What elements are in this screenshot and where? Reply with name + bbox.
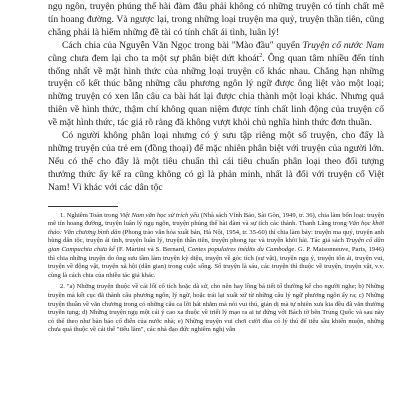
p2-text-c: . Ông quan tâm nhiều đến tính thống nhất về mặt hình thức của những loại truyện cổ khác nhau. Chẳng hạn những truyện cổ kết thúc bằng những câu phương ngôn lý ngữ được ông liệt vào một loại; những truyện có xen lẫn câu ca bài hát lại được chia thành một loại khác. Nhưng quả thiên về hình thức, thậm chí không quan niệm được tính chất linh động của truyện cổ về mặt hình thức, tác giả rõ ràng đã không vượt khỏi chủ nghĩa hình thức đơn thuần.: [48, 52, 385, 129]
book-title-truyen-co-nuoc-nam: Truyện cổ nước Nam: [302, 39, 384, 51]
p2-text-b: cũng chưa đem lại cho ta một sự phân biệt dứt khoát: [48, 52, 260, 64]
title-van-hoc-khoi-thao: Văn học khởi thảo: Văn chương bình dân: [48, 220, 384, 236]
title-vn-van-hoc-su: Việt Nam văn học sử trích yếu: [119, 211, 200, 219]
paragraph-3: Có người không phân loại nhưng có ý sưu tập riêng một số truyện, cho đấy là những truyện của trẻ em (đồng thoại) để mặc nhiên phân biệt với truyện của người lớn. Nếu có thể cho đây là một tiêu chuẩn thì cái tiêu chuẩn phân loại theo đối tượng thưởng thức ấy kể ra cũng không có gì là phản minh, nhất là đối với truyện cổ Việt Nam! Vì khác với các dân tộc: [48, 130, 384, 193]
title-truyen-co-campuchia: Truyện cổ dân gian Campuchia chưa kể: [48, 237, 384, 253]
footnote-1: 1. Nghiêm Toản trong Việt Nam văn học sử trích yếu (Nhà sách Vĩnh Bảo, Sài Gòn, 1949, tr. 36), chia làm bốn loại: truyện mê tín hoang đường, truyện luân lý ngụ ngôn, truyện phúng thế hài đàm và sự tích các thánh. Thanh Lãng trong Văn học khởi thảo: Văn chương bình dân (Phong trào văn hóa xuất bản, Hà Nội, 1954, tr. 35-60) thì chia làm bảy: truyện ma quỷ, truyện anh hùng dân tộc, truyện ái tình, truyện luân lý, truyện thần tiên, truyện phong tục và truyện khôi hài. Tác giả sách Truyện cổ dân gian Campuchia chưa kể (F. Martini và S. Bernard, Contes populaires inédits du Cambodge. G. P. Maisonneuve, Paris, 1946) thì chia những truyện do ông sưu tầm làm truyện kỳ diệu, truyện về góc tích (sự vật), truyện ngụ ý, truyện tôn ái, truyện vui, truyện về động vật, truyện xã hội (dân gian) trong cuộc sống. Số truyện là sáu, các truyện thì thuộc về truyện, truyện vật, v.v. cùng là cách chia của nhiều tác giả khác.: [48, 211, 385, 279]
main-text: [48, 0, 384, 195]
footnote-divider: [48, 206, 118, 207]
paragraph-1: ngụ ngôn, truyện phúng thế hài đàm đâu phải không có những truyện có tính chất mê tín hoang đường. Và ngược lại, trong những loại truyện ma quỷ, truyện thần tiên, cũng chẳng phải là hiếm những đề tài có tính chất ái tình, luân lý!: [48, 1, 384, 38]
paragraph-2: [48, 40, 384, 130]
p2-text-a: Cách chia của Nguyễn Văn Ngọc trong bài "Mào đầu" quyển: [62, 39, 303, 51]
footnotes: [48, 212, 384, 335]
title-contes-populaires: Contes populaires inédits du Cambodge: [187, 245, 295, 253]
footnote-ref-2[interactable]: 2: [259, 52, 263, 59]
footnote-2: 2. "a) Những truyện thuộc về cái lối cổ tích hoặc dã sử, cho nên hay lồng bá tiết tổ thường kể cho người nghe; b) Những truyện mà kết cục đã thành câu phương ngôn, lý ngữ, hoặc trái lại xuất xứ từ những câu lý ngữ phương ngôn ấy ra; c) Những truyện thuần về văn chương trong có những câu ca lời hát nhắm mà nói vui thú, giản dị mà tự nhiên xưa kia đều đã văn thường truyền tụng; d) Những truyện ngụ một cái ý cao xa thuộc về triết lý mạo ra ai tư đứng với Bách tờ bên Trung Quốc và sau này có thể theo như bàn báo cổ điển của nước nhà; e) Những truyện vui chơi cười đùa có lý thú để tiêu sầu khiển muộn, những chưa quá thuộc về cái thể "tiếu lâm", các nhà đạo đức nghiêm nghị vẫn: [48, 283, 384, 334]
